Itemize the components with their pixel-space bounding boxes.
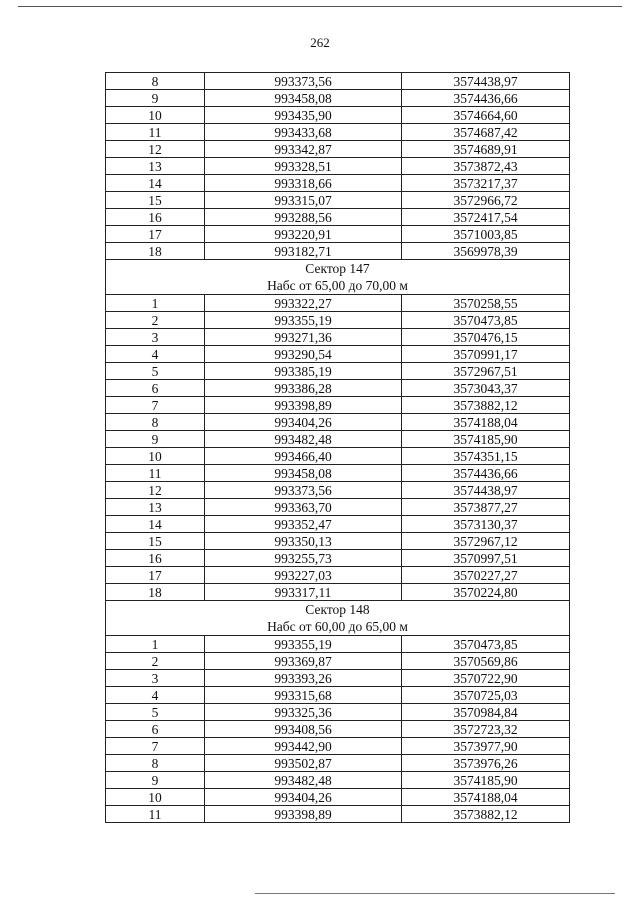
x-coordinate-cell: 993220,91: [205, 226, 402, 243]
x-coordinate-cell: 993408,56: [205, 721, 402, 738]
table-row: [106, 312, 570, 329]
point-number-cell: 16: [106, 550, 205, 567]
y-coordinate-cell: 3574689,91: [402, 141, 570, 158]
y-coordinate-cell: 3570476,15: [402, 329, 570, 346]
y-coordinate-cell: 3572967,51: [402, 363, 570, 380]
page-number: 262: [310, 35, 330, 50]
y-coordinate-cell: 3573977,90: [402, 738, 570, 755]
point-number-cell: 7: [106, 738, 205, 755]
point-number-cell: 11: [106, 124, 205, 141]
point-number-cell: 9: [106, 431, 205, 448]
point-number-cell: 10: [106, 107, 205, 124]
point-number-cell: 6: [106, 380, 205, 397]
x-coordinate-cell: 993271,36: [205, 329, 402, 346]
point-number-cell: 6: [106, 721, 205, 738]
table-row: [106, 414, 570, 431]
point-number-cell: 3: [106, 329, 205, 346]
table-row: [106, 243, 570, 260]
point-number-cell: 8: [106, 755, 205, 772]
table-row: [106, 533, 570, 550]
table-row: [106, 789, 570, 806]
y-coordinate-cell: 3570984,84: [402, 704, 570, 721]
point-number-cell: 14: [106, 175, 205, 192]
x-coordinate-cell: 993442,90: [205, 738, 402, 755]
table-row: [106, 721, 570, 738]
table-row: [106, 755, 570, 772]
x-coordinate-cell: 993325,36: [205, 704, 402, 721]
table-row: [106, 107, 570, 124]
y-coordinate-cell: 3570258,55: [402, 295, 570, 312]
table-row: [106, 363, 570, 380]
y-coordinate-cell: 3573976,26: [402, 755, 570, 772]
y-coordinate-cell: 3574687,42: [402, 124, 570, 141]
x-coordinate-cell: 993363,70: [205, 499, 402, 516]
point-number-cell: 9: [106, 90, 205, 107]
table-row: [106, 584, 570, 601]
table-row: [106, 209, 570, 226]
table-row: [106, 141, 570, 158]
x-coordinate-cell: 993433,68: [205, 124, 402, 141]
y-coordinate-cell: 3572967,12: [402, 533, 570, 550]
x-coordinate-cell: 993369,87: [205, 653, 402, 670]
point-number-cell: 16: [106, 209, 205, 226]
y-coordinate-cell: 3570473,85: [402, 312, 570, 329]
x-coordinate-cell: 993350,13: [205, 533, 402, 550]
x-coordinate-cell: 993385,19: [205, 363, 402, 380]
y-coordinate-cell: 3573130,37: [402, 516, 570, 533]
table-row: [106, 448, 570, 465]
table-row: [106, 550, 570, 567]
point-number-cell: 12: [106, 141, 205, 158]
x-coordinate-cell: 993227,03: [205, 567, 402, 584]
x-coordinate-cell: 993342,87: [205, 141, 402, 158]
x-coordinate-cell: 993404,26: [205, 414, 402, 431]
y-coordinate-cell: 3573217,37: [402, 175, 570, 192]
y-coordinate-cell: 3573882,12: [402, 397, 570, 414]
coordinates-table: [105, 72, 570, 823]
y-coordinate-cell: 3569978,39: [402, 243, 570, 260]
table-row: [106, 431, 570, 448]
y-coordinate-cell: 3570473,85: [402, 636, 570, 653]
x-coordinate-cell: 993458,08: [205, 90, 402, 107]
y-coordinate-cell: 3570227,27: [402, 567, 570, 584]
point-number-cell: 2: [106, 312, 205, 329]
table-row: [106, 567, 570, 584]
x-coordinate-cell: 993322,27: [205, 295, 402, 312]
y-coordinate-cell: 3573872,43: [402, 158, 570, 175]
y-coordinate-cell: 3573882,12: [402, 806, 570, 823]
x-coordinate-cell: 993373,56: [205, 73, 402, 90]
x-coordinate-cell: 993435,90: [205, 107, 402, 124]
y-coordinate-cell: 3573877,27: [402, 499, 570, 516]
point-number-cell: 18: [106, 584, 205, 601]
table-row: [106, 192, 570, 209]
x-coordinate-cell: 993318,66: [205, 175, 402, 192]
point-number-cell: 1: [106, 295, 205, 312]
x-coordinate-cell: 993355,19: [205, 312, 402, 329]
x-coordinate-cell: 993466,40: [205, 448, 402, 465]
point-number-cell: 5: [106, 363, 205, 380]
table-row: [106, 175, 570, 192]
sector-title: Сектор 148: [106, 601, 570, 619]
point-number-cell: 9: [106, 772, 205, 789]
y-coordinate-cell: 3570991,17: [402, 346, 570, 363]
table-row: [106, 158, 570, 175]
x-coordinate-cell: 993290,54: [205, 346, 402, 363]
x-coordinate-cell: 993482,48: [205, 772, 402, 789]
point-number-cell: 15: [106, 533, 205, 550]
point-number-cell: 2: [106, 653, 205, 670]
table-row: [106, 653, 570, 670]
point-number-cell: 10: [106, 789, 205, 806]
sector-title-row: [106, 260, 570, 278]
x-coordinate-cell: 993482,48: [205, 431, 402, 448]
y-coordinate-cell: 3573043,37: [402, 380, 570, 397]
x-coordinate-cell: 993458,08: [205, 465, 402, 482]
point-number-cell: 4: [106, 687, 205, 704]
table-row: [106, 687, 570, 704]
point-number-cell: 11: [106, 465, 205, 482]
table-row: [106, 226, 570, 243]
point-number-cell: 17: [106, 226, 205, 243]
x-coordinate-cell: 993398,89: [205, 397, 402, 414]
table-row: [106, 73, 570, 90]
y-coordinate-cell: 3574664,60: [402, 107, 570, 124]
x-coordinate-cell: 993393,26: [205, 670, 402, 687]
table-row: [106, 465, 570, 482]
x-coordinate-cell: 993404,26: [205, 789, 402, 806]
y-coordinate-cell: 3571003,85: [402, 226, 570, 243]
coordinates-table-body: [106, 73, 570, 823]
table-row: [106, 806, 570, 823]
x-coordinate-cell: 993355,19: [205, 636, 402, 653]
table-row: [106, 516, 570, 533]
point-number-cell: 18: [106, 243, 205, 260]
x-coordinate-cell: 993328,51: [205, 158, 402, 175]
point-number-cell: 3: [106, 670, 205, 687]
y-coordinate-cell: 3570722,90: [402, 670, 570, 687]
y-coordinate-cell: 3570725,03: [402, 687, 570, 704]
sector-subtitle-row: [106, 618, 570, 636]
sector-subtitle: Набс от 65,00 до 70,00 м: [106, 277, 570, 295]
table-row: [106, 482, 570, 499]
table-row: [106, 670, 570, 687]
table-row: [106, 295, 570, 312]
x-coordinate-cell: 993398,89: [205, 806, 402, 823]
y-coordinate-cell: 3574438,97: [402, 482, 570, 499]
point-number-cell: 12: [106, 482, 205, 499]
x-coordinate-cell: 993352,47: [205, 516, 402, 533]
point-number-cell: 8: [106, 73, 205, 90]
y-coordinate-cell: 3574351,15: [402, 448, 570, 465]
y-coordinate-cell: 3570569,86: [402, 653, 570, 670]
y-coordinate-cell: 3574185,90: [402, 431, 570, 448]
y-coordinate-cell: 3574185,90: [402, 772, 570, 789]
table-row: [106, 90, 570, 107]
x-coordinate-cell: 993315,07: [205, 192, 402, 209]
point-number-cell: 8: [106, 414, 205, 431]
sector-subtitle: Набс от 60,00 до 65,00 м: [106, 618, 570, 636]
table-row: [106, 329, 570, 346]
y-coordinate-cell: 3570224,80: [402, 584, 570, 601]
y-coordinate-cell: 3574188,04: [402, 414, 570, 431]
y-coordinate-cell: 3574438,97: [402, 73, 570, 90]
top-rule: [18, 6, 622, 7]
x-coordinate-cell: 993386,28: [205, 380, 402, 397]
y-coordinate-cell: 3572966,72: [402, 192, 570, 209]
point-number-cell: 7: [106, 397, 205, 414]
point-number-cell: 10: [106, 448, 205, 465]
sector-title: Сектор 147: [106, 260, 570, 278]
point-number-cell: 4: [106, 346, 205, 363]
point-number-cell: 5: [106, 704, 205, 721]
sector-subtitle-row: [106, 277, 570, 295]
x-coordinate-cell: 993255,73: [205, 550, 402, 567]
table-row: [106, 346, 570, 363]
x-coordinate-cell: 993502,87: [205, 755, 402, 772]
bottom-rule: [255, 893, 615, 894]
y-coordinate-cell: 3574436,66: [402, 90, 570, 107]
y-coordinate-cell: 3574188,04: [402, 789, 570, 806]
x-coordinate-cell: 993317,11: [205, 584, 402, 601]
point-number-cell: 1: [106, 636, 205, 653]
table-row: [106, 738, 570, 755]
table-row: [106, 772, 570, 789]
point-number-cell: 13: [106, 499, 205, 516]
table-row: [106, 499, 570, 516]
table-row: [106, 704, 570, 721]
table-row: [106, 124, 570, 141]
sector-title-row: [106, 601, 570, 619]
point-number-cell: 13: [106, 158, 205, 175]
point-number-cell: 17: [106, 567, 205, 584]
point-number-cell: 11: [106, 806, 205, 823]
x-coordinate-cell: 993315,68: [205, 687, 402, 704]
x-coordinate-cell: 993182,71: [205, 243, 402, 260]
x-coordinate-cell: 993288,56: [205, 209, 402, 226]
point-number-cell: 14: [106, 516, 205, 533]
table-row: [106, 380, 570, 397]
table-row: [106, 397, 570, 414]
point-number-cell: 15: [106, 192, 205, 209]
x-coordinate-cell: 993373,56: [205, 482, 402, 499]
y-coordinate-cell: 3572417,54: [402, 209, 570, 226]
y-coordinate-cell: 3572723,32: [402, 721, 570, 738]
y-coordinate-cell: 3574436,66: [402, 465, 570, 482]
table-row: [106, 636, 570, 653]
y-coordinate-cell: 3570997,51: [402, 550, 570, 567]
